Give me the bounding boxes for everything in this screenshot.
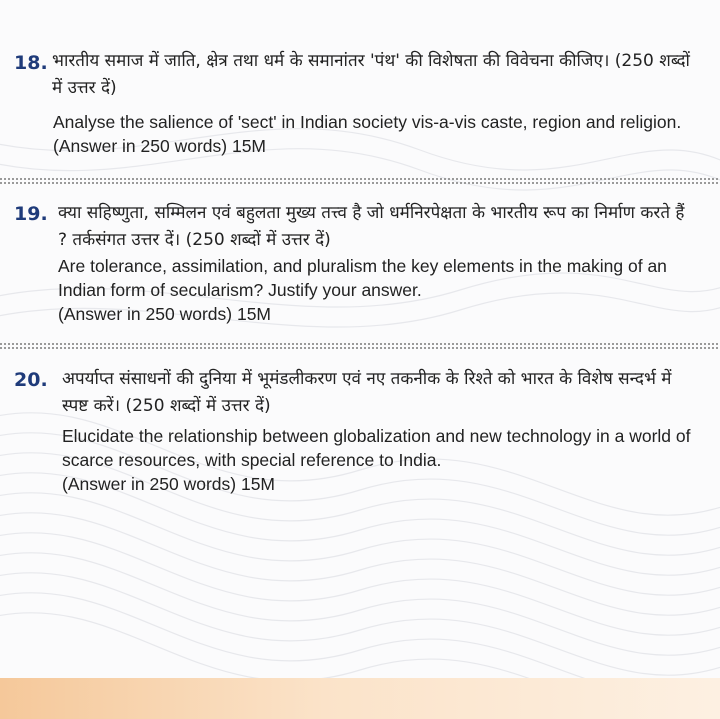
question-answer-length: (Answer in 250 words) 15M [58,304,271,324]
question-hindi-text: क्या सहिष्णुता, सम्मिलन एवं बहुलता मुख्य तत्त्व है जो धर्मनिरपेक्षता के भारतीय रूप का निर्माण करते हैं ? तर्कसंगत उत्तर दें। (250 शब्दों में उत्तर दें) [58,203,685,250]
question-english-text: Analyse the salience of 'sect' in Indian society vis-a-vis caste, region and religion. (Answer in 250 words) 15M [53,112,682,156]
question-english-text: Are tolerance, assimilation, and pluralism the key elements in the making of an Indian form of secularism? Justify your answer. [58,256,667,300]
question-hindi-text: भारतीय समाज में जाति, क्षेत्र तथा धर्म के समानांतर 'पंथ' की विशेषता की विवेचना कीजिए। (250 शब्दों में उत्तर दें) [52,51,690,98]
section-divider [0,178,720,184]
bottom-accent-bar [0,678,720,719]
question-number: 18. [14,52,48,74]
question-number: 19. [14,203,48,225]
section-divider [0,343,720,349]
question-hindi-text: अपर्याप्त संसाधनों की दुनिया में भूमंडलीकरण एवं नए तकनीक के रिश्ते को भारत के विशेष सन्दर्भ में स्पष्ट करें। (250 शब्दों में उत्तर दें) [62,369,672,416]
question-number: 20. [14,369,48,391]
question-answer-length: (Answer in 250 words) 15M [62,474,275,494]
question-english-text: Elucidate the relationship between globalization and new technology in a world of scarce resources, with special reference to India. [62,426,691,470]
